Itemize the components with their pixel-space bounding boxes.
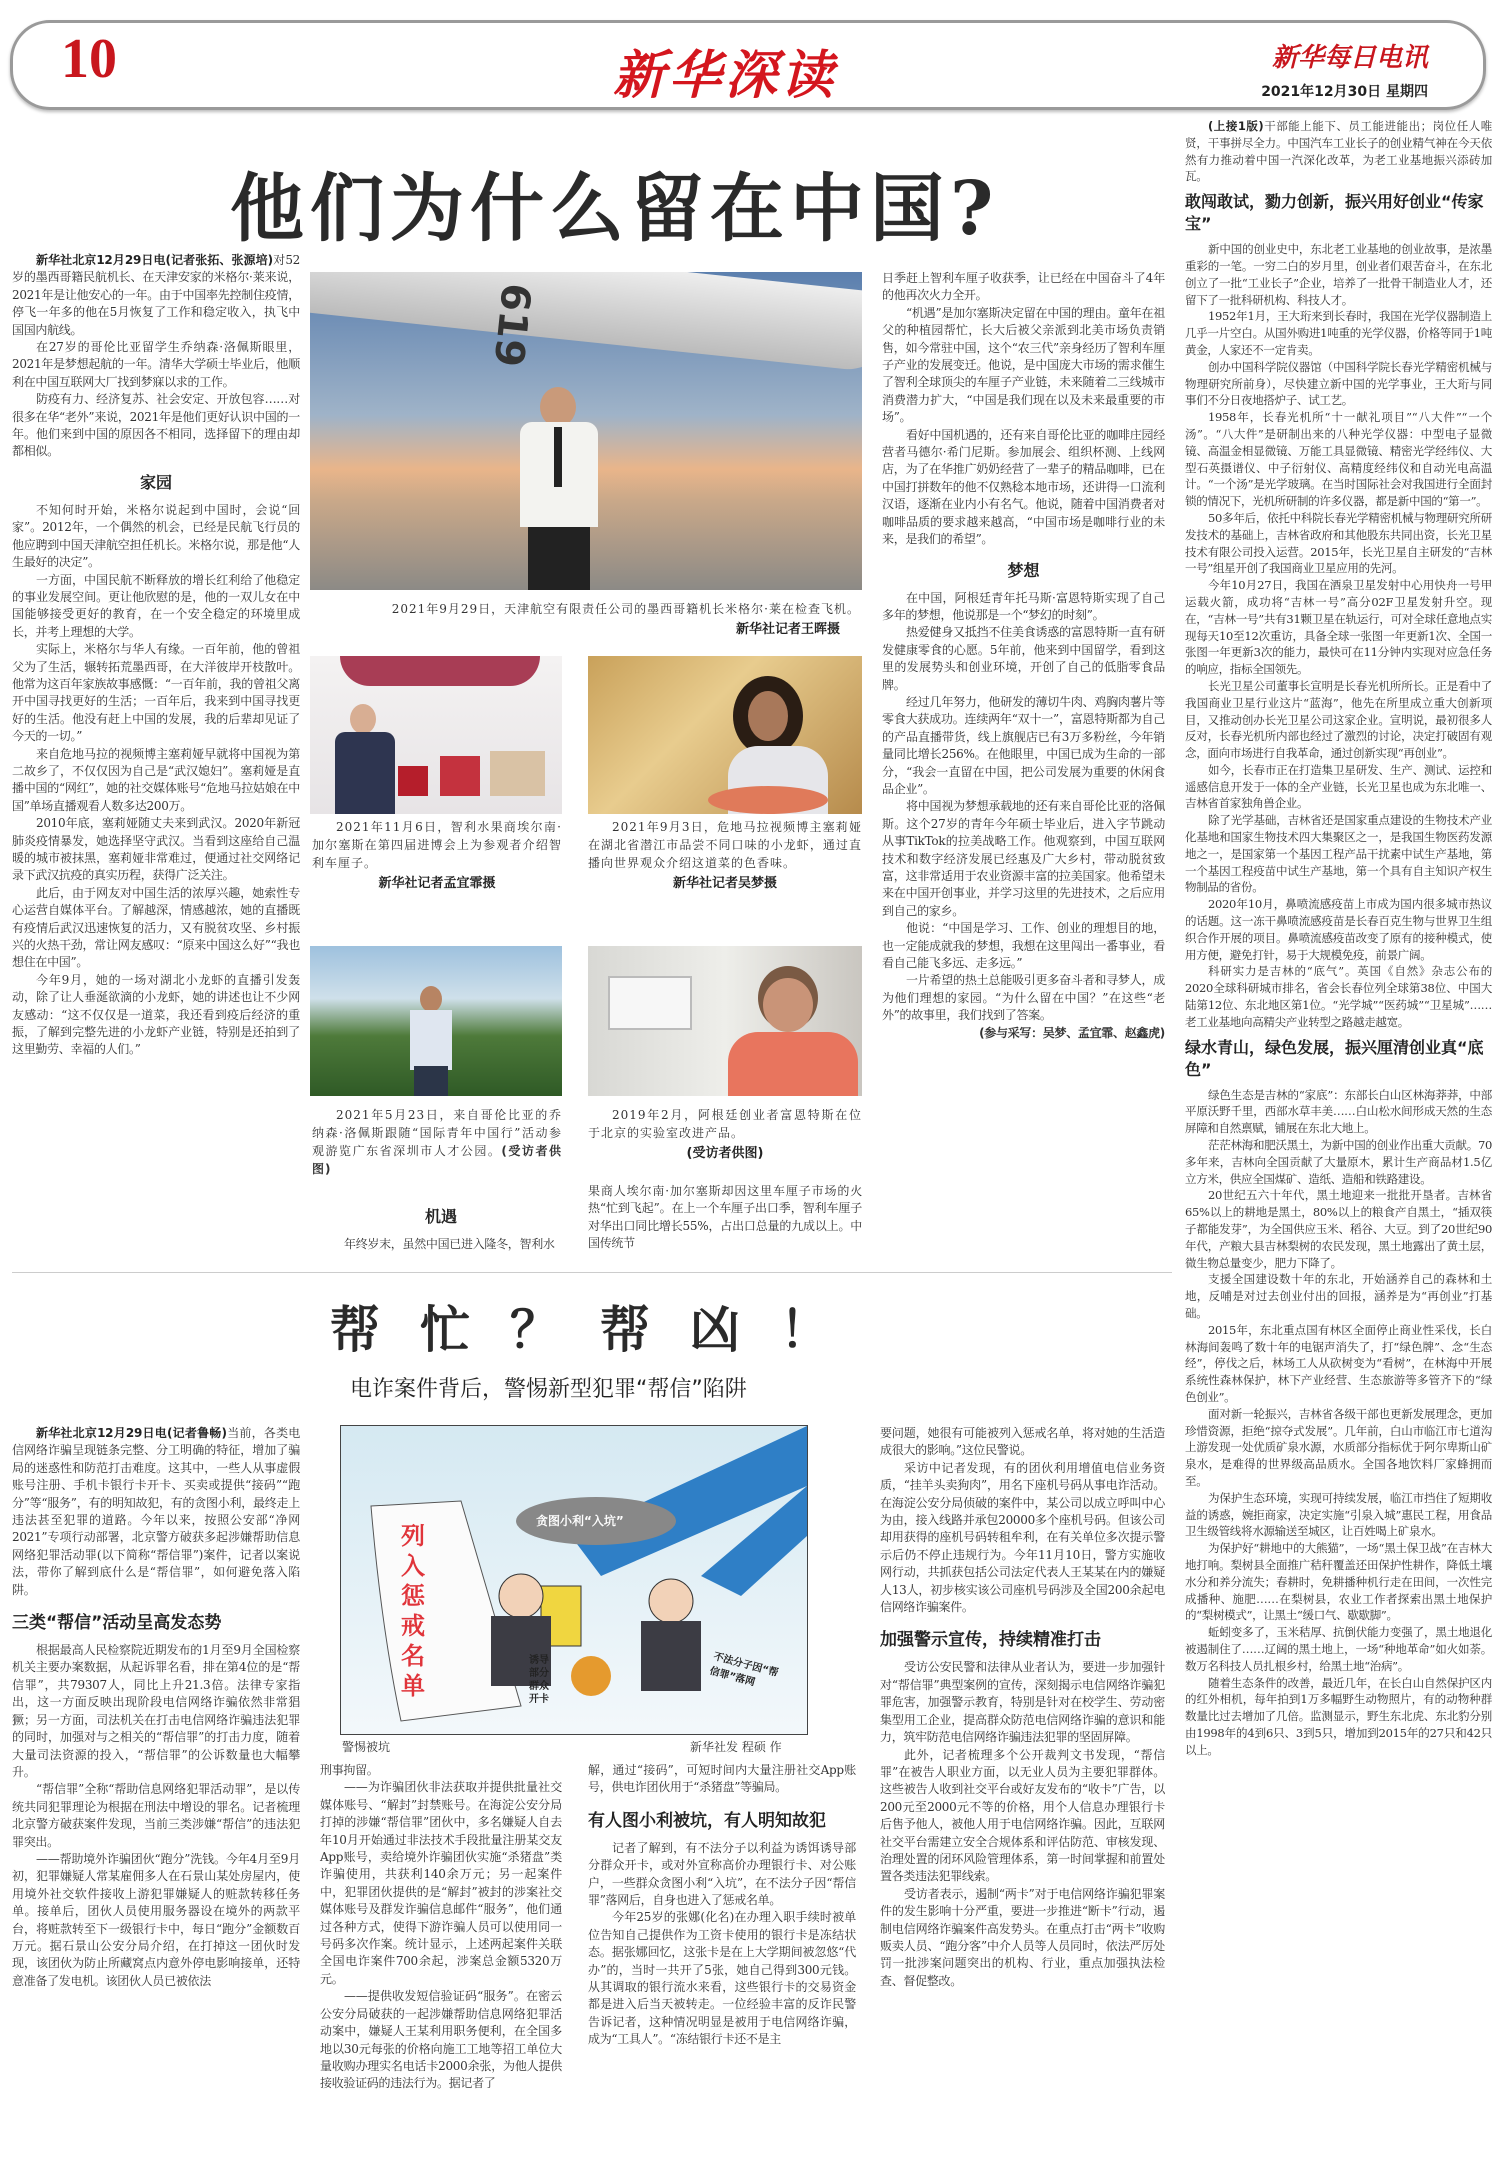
photo-credit: (受访者供图): [312, 1144, 562, 1176]
paragraph: [12, 641, 300, 745]
dateline: 新华社北京12月29日电(记者张拓、张源培): [36, 253, 273, 267]
man-left-face: [499, 1574, 543, 1618]
section-heading: 家园: [139, 472, 172, 492]
paragraph-text: 此外，记者梳理多个公开裁判文书发现，“帮信罪”在被告人职业方面，以无业人员为主要犯罪群体。这些被告人收到社交平台或好友发布的“收卡”广告，以200元至2000元不等的价格，用个人信息办理银行卡后售予他人，被他人用于电信网络诈骗。因此，互联网社交平台需建立安全合规体系和评估防范、审核发现、治理处置的闭环风险管理体系，第一时间掌握和前置处置各类违法犯罪线索。: [880, 1747, 1165, 1884]
cartoon-induce-text: 诱导部分群众开卡: [529, 1655, 549, 1705]
paragraph: [1185, 1675, 1492, 1759]
blacklist-paper: [371, 1501, 521, 1721]
paragraph: [1185, 1406, 1492, 1490]
paragraph-text: 热爱健身又抵挡不住美食诱惑的富恩特斯一直有研发健康零食的心愿。5年前，他来到中国留学，看到这里的发展势头和创业环境，开创了自己的低脂零食品牌。: [882, 625, 1165, 692]
paragraph-text: 科研实力是吉林的“底气”。英国《自然》杂志公布的2020全球科研城市排名，省会长春位列全球第38位、中国大陆第12位、东北地区第1位。“光学城”“医药城”“卫星城”……老工业基地向高精尖产业转型之路越走越宽。: [1185, 964, 1492, 1029]
article1-column-3: [882, 270, 1165, 1042]
paragraph: [12, 339, 300, 391]
paragraph: [880, 1886, 1165, 1990]
photo-talent-park-caption: [312, 1106, 562, 1178]
paragraph-text: 今年10月27日，我国在酒泉卫星发射中心用快舟一号甲运载火箭，成功将“吉林一号”高分02F卫星发射升空。现在，“吉林一号”共有31颗卫星在轨运行，可对全球任意地点实现每天10至12次重访，具备全球一张图一年更新1次、全国一张图一年更新3次的能力，最快可在11分钟内实现对应急任务的响应，指标全国领先。: [1185, 578, 1492, 677]
section-masthead: 新华深读: [613, 45, 838, 106]
paragraph: [1185, 510, 1492, 577]
paragraph-text: 经过几年努力，他研发的薄切牛肉、鸡胸肉薯片等零食大获成功。连续两年“双十一”，富恩特斯都为自己的产品直播带货，线上旗舰店已有3万多粉丝，今年销量同比增长256%。在他眼里，中国已成为生命的一部分，“我会一直留在中国，把公司发展为重要的休闲食品企业”。: [882, 694, 1165, 796]
caption-text: 2021年9月3日，危地马拉视频博主塞莉娅在湖北省潜江市品尝不同口味的小龙虾，通过直播向世界观众介绍这道菜的色香味。: [588, 820, 862, 870]
article-divider: [12, 1272, 1172, 1273]
paragraph-text: 新中国的创业史中，东北老工业基地的创业故事，是浓墨重彩的一笔。一穷二白的岁月里，创业者们艰苦奋斗，在东北创立了一批“工业长子”企业，培养了一批骨干制造业人才，还留下了一批科研机构、科技人才。: [1185, 242, 1492, 307]
article2-column-2: [320, 1762, 562, 2093]
cartoon-blacklist-label: 列入惩戒名单: [401, 1522, 425, 1700]
paragraph: [12, 746, 300, 816]
paragraph: [882, 427, 1165, 549]
paragraph: [1185, 1137, 1492, 1187]
paragraph: [1185, 359, 1492, 409]
paragraph-text: 刑事拘留。: [320, 1763, 379, 1777]
paragraph-text: 今年9月，她的一场对湖北小龙虾的直播引发轰动，除了让人垂涎欲滴的小龙虾，她的讲述也让不少网友感动：“这不仅仅是一道菜，我还看到疫后经济的重振，了解到完整先进的小龙虾产业链，特别是还拍到了这里勤劳、幸福的人们。”: [12, 972, 300, 1057]
paragraph: [882, 920, 1165, 972]
paragraph: [882, 1025, 1165, 1042]
paragraph-text: 干部能上能下、员工能进能出；岗位任人唯贤，干事拼尽全力。中国汽车工业长子的创业精气神在今天依然有力推动着中国一汽深化改革，为老工业基地振兴添砖加瓦。: [1185, 119, 1492, 184]
paragraph: [1185, 1322, 1492, 1406]
paragraph: [1185, 118, 1492, 185]
paragraph-text: 如今，长春市正在打造集卫星研发、生产、测试、运控和遥感信息开发于一体的全产业链，长光卫星也成为东北唯一、吉林省首家独角兽企业。: [1185, 762, 1492, 811]
paragraph-text: 此后，由于网友对中国生活的浓厚兴趣，她索性专心运营自媒体平台。了解越深，情感越浓，她的直播既有疫情后武汉迅速恢复的活力，又有脱贫攻坚、乡村振兴的火热干劲，常让网友感叹：“原来中国这么好”“我也想住在中国”。: [12, 885, 300, 970]
caption-text: 2019年2月，阿根廷创业者富恩特斯在位于北京的实验室改进产品。: [588, 1108, 862, 1140]
paragraph: [1185, 577, 1492, 678]
paragraph-text: 随着生态条件的改善，最近几年，在长白山自然保护区内的红外相机，每年拍到1万多幅野生动物照片，有的动物种群数量比过去增加了几倍。监测显示，野生东北虎、东北豹分别由1998年的4到6只、3到5只，增加到2015年的27只和42只以上。: [1185, 1675, 1492, 1757]
paragraph: [882, 624, 1165, 694]
caption-text: 2021年9月29日，天津航空有限责任公司的墨西哥籍机长米格尔·莱在检查飞机。: [391, 602, 860, 616]
paragraph: [1185, 762, 1492, 812]
paragraph: [12, 1781, 300, 1851]
paragraph: [882, 972, 1165, 1024]
dateline: (上接1版): [1208, 119, 1264, 133]
paragraph-text: 当前，各类电信网络诈骗呈现链条完整、分工明确的特征，增加了骗局的迷惑性和防范打击难度。这其中，一些人从事虚假账号注册、手机卡银行卡开卡、买卖或提供“接码”“跑分”等“服务”，有的明知故犯，有的贪图小利，最终走上违法甚至犯罪的道路。今年以来，按照公安部“净网2021”专项行动部署，北京警方破获多起涉嫌帮助信息网络犯罪活动罪(以下简称“帮信罪”)案件，记者以案说法，带你了解到底什么是“帮信罪”，如何避免落入陷阱。: [12, 1426, 300, 1597]
photo-cherry-merchant: [310, 656, 562, 814]
paragraph: [882, 694, 1165, 798]
paragraph-text: 在中国，阿根廷青年托马斯·富恩特斯实现了自己多年的梦想，他说那是一个“梦幻的时刻”。: [882, 590, 1165, 622]
paragraph-text: 50多年后，依托中科院长春光学精密机械与物理研究所研发技术的基础上，吉林省政府和其他股东共同出资，长光卫星技术有限公司投入运营。2015年，长光卫星自主研发的“吉林一号”组星开创了我国商业卫星应用的先河。: [1185, 510, 1492, 576]
section-heading: 敢闯敢试，勠力创新，振兴用好创业“传家宝”: [1185, 192, 1484, 234]
paragraph: [882, 590, 1165, 625]
paragraph: [1185, 241, 1492, 308]
cartoon-credit: 新华社发 程硕 作: [690, 1740, 782, 1754]
paragraph-text: 记者了解到，有不法分子以利益为诱饵诱导部分群众开卡，或对外宣称高价办理银行卡、对公账户，一些群众贪图小利“入坑”，在不法分子因“帮信罪”落网后，自身也进入了惩戒名单。: [588, 1840, 856, 1908]
paragraph-text: 除了光学基础，吉林省还是国家重点建设的生物技术产业化基地和国家生物技术四大集聚区之一，是我国生物医药发源地之一，是国家第一个基因工程产品干扰素中试生产基地，第一个基因工程疫苗中试生产基地，第一个具有自主知识产权生物制品的省份。: [1185, 813, 1492, 895]
title-char: 帮: [330, 1300, 380, 1359]
photo-pilot: 619: [310, 272, 862, 590]
paragraph-text: 长光卫星公司董事长宣明是长春光机所所长。正是看中了我国商业卫星行业这片“蓝海”，他先在所里成立重大创新项目，又推动创办长光卫星公司这家企业。宣明说，最初很多人反对，长春光机所内部也经过了激烈的讨论，决定打破固有观念，面向市场进行自我革命，通过创新实现“再创业”。: [1185, 678, 1492, 761]
paragraph: [1185, 1490, 1492, 1540]
paragraph-text: 今年25岁的张娜(化名)在办理入职手续时被单位告知自己提供作为工资卡使用的银行卡是冻结状态。据张娜回忆，这张卡是在上大学期间被忽悠“代办”的，当时一共开了5张，她自己得到300元钱。从其调取的银行流水来看，这些银行卡的交易资金都是进入后当天被转走。一位经验丰富的反诈民警告诉记者，这种情况明显是被用于电信网络诈骗，成为“工具人”。“冻结银行卡还不是主: [588, 1910, 856, 2047]
article2-column-3: [588, 1762, 856, 2049]
article2-column-1: [12, 1425, 300, 1990]
article2-subtitle: 电诈案件背后，警惕新型犯罪“帮信”陷阱: [350, 1377, 747, 1402]
paragraph: [880, 1425, 1165, 1460]
paragraph-text: 在27岁的哥伦比亚留学生乔纳森·洛佩斯眼里，2021年是梦想起航的一年。清华大学硕士毕业后，他顺利在中国互联网大厂找到梦寐以求的工作。: [12, 340, 300, 389]
photo-lab: [588, 946, 862, 1096]
title-char: ？: [510, 1300, 560, 1359]
paragraph-text: 20世纪五六十年代，黑土地迎来一批批开垦者。吉林省65%以上的耕地是黑土，80%以上的粮食产自黑土，“插双筷子都能发芽”，为全国供应玉米、稻谷、大豆。到了20世纪90年代，产粮大县吉林梨树的农民发现，黑土地露出了黄土层，微生物总量变少，肥力下降了。: [1185, 1188, 1492, 1270]
paragraph: [12, 1425, 300, 1599]
paragraph-text: “机遇”是加尔塞斯决定留在中国的理由。童年在祖父的种植园帮忙，长大后被父亲派到北美市场负责销售，如今常驻中国，这个“农三代”亲身经历了智利车厘子产业的发展变迁。他说，是中国庞大市场的需求催生了智利全球顶尖的车厘子产业链，未来随着二三线城市消费潜力扩大，“中国是我们现在以及未来最重要的市场”。: [882, 305, 1165, 425]
paragraph: [588, 1762, 856, 1797]
paragraph-text: 实际上，米格尔与华人有缘。一百年前，他的曾祖父为了生活，辗转拓荒墨西哥，在大洋彼岸开枝散叶。他常为这百年家族故事感慨：“一百年前，我的曾祖父离开中国寻找更好的生活；一百年后，我来到中国寻找更好的生活。他没有赶上中国的发展，我的后辈却见证了今天的一切。”: [12, 642, 300, 744]
paragraph-text: 面对新一轮振兴，吉林省各级干部也更新发展理念，更加珍惜资源，拒绝“掠夺式发展”。几年前，白山市临江市七道沟上游发现一处优质矿泉水源，水质部分指标优于阿尔卑斯山矿泉水，是难得的世界级高品质水。全国各地饮料厂家蜂拥而至。: [1185, 1406, 1492, 1488]
paragraph: [1185, 1087, 1492, 1137]
paragraph: [1185, 1187, 1492, 1271]
paragraph: [1185, 812, 1492, 896]
article2-title: [330, 1290, 830, 1362]
paragraph-text: 1958年，长春光机所“十一献礼项目”“八大件”“一个汤”。“八大件”是研制出来的八种光学仪器：中型电子显微镜、高温金相显微镜、万能工具显微镜、精密光学经纬仪、大型石英摄谱仪、中子衍射仪、高精度经纬仪和自动光电高温计。“一个汤”是光学玻璃。在当时国际社会对我国进行全面封锁的情况下，光机所研制的许多仪器，都是新中国的“第一”。: [1185, 410, 1492, 509]
man-right-face: [649, 1579, 693, 1623]
title-char: 忙: [420, 1300, 470, 1359]
paragraph-text: 绿色生态是吉林的“家底”：东部长白山区林海莽莽，中部平原沃野千里，西部水草丰美……白山松水间形成天然的生态屏障和自然禀赋，铺展在东北大地上。: [1185, 1087, 1492, 1136]
section-heading: 加强警示宣传，持续精准打击: [880, 1630, 1101, 1651]
paragraph: [880, 1460, 1165, 1617]
paragraph: [882, 270, 1165, 305]
paragraph-text: 一片希望的热土总能吸引更多奋斗者和寻梦人，成为他们理想的家园。“为什么留在中国？”在这些“老外”的故事里，我们找到了答案。: [882, 973, 1165, 1023]
paragraph-text: 采访中记者发现，有的团伙利用增值电信业务资质，“挂羊头卖狗肉”，用名下座机号码从事电诈活动。在海淀公安分局侦破的案件中，某公司以成立呼叫中心为由，接入线路并承包20000多个座机号码。但该公司却用获得的座机号码转租牟利，在有关单位多次提示警示后仍不停止违规行为。今年11月10日，警方实施收网行动，共抓获包括公司法定代表人王某某在内的嫌疑人13人，初步核实该公司座机号码涉及全国200余起电信网络诈骗案件。: [880, 1460, 1165, 1615]
money-bag: [571, 1656, 611, 1696]
paragraph: [12, 252, 300, 339]
photo-credit: 新华社记者孟宜霏摄: [378, 876, 496, 891]
section-heading: 有人图小利被坑，有人明知故犯: [588, 1810, 826, 1831]
photo-crayfish-caption: [588, 818, 862, 891]
opportunity-section-b: [588, 1183, 862, 1253]
paragraph-text: “帮信罪”全称“帮助信息网络犯罪活动罪”，是以传统共同犯罪理论为根据在刑法中增设的罪名。记者梳理北京警方破获案件发现，当前三类涉嫌“帮信”的违法犯罪突出。: [12, 1782, 300, 1849]
paragraph-text: 受访公安民警和法律从业者认为，要进一步加强针对“帮信罪”典型案例的宣传，深刻揭示电信网络诈骗犯罪危害，加强警示教育，特别是针对在校学生、劳动密集型用工企业，提高群众防范电信网络诈骗的意识和能力，筑牢防范电信网络诈骗违法犯罪的坚固屏障。: [880, 1660, 1165, 1745]
paragraph: [12, 572, 300, 642]
paragraph-text: 解，通过“接码”，可短时间内大量注册社交App账号，供电诈团伙用于“杀猪盘”等骗局。: [588, 1763, 856, 1795]
section-heading: 梦想: [1007, 560, 1040, 580]
title-char: 凶: [690, 1300, 740, 1359]
paragraph-text: 为保护好“耕地中的大熊猫”，一场“黑土保卫战”在吉林大地打响。梨树县全面推广秸秆覆盖还田保护性耕作，降低土壤水分和养分流失；春耕时，免耕播种机行走在田间，一次性完成播种、施肥……在梨树县，农业工作者探索出黑土地保护的“梨树模式”，让黑土“缓口气、歇歇脚”。: [1185, 1541, 1492, 1623]
photo-crayfish-vlogger: [588, 656, 862, 814]
paragraph: [882, 305, 1165, 427]
paragraph-text: 日季赶上智利车厘子收获季，让已经在中国奋斗了4年的他再次火力全开。: [882, 271, 1165, 303]
paragraph: [12, 972, 300, 1059]
paragraph-text: ——提供收发短信验证码“服务”。在密云公安分局破获的一起涉嫌帮助信息网络犯罪活动案中，嫌疑人王某利用职务便利，在全国多地以30元每张的价格向施工工地等招工单位大量收购办理实名电话卡2000余张，为他人提供接收验证码的违法行为。据记者了: [320, 1989, 562, 2091]
newspaper-logo: 新华每日电讯: [1271, 43, 1428, 73]
paragraph: [1185, 1624, 1492, 1674]
cartoon-illustration: [340, 1425, 808, 1735]
caption-text: [312, 1106, 562, 1178]
photo-credit: 新华社记者王晖摄: [735, 622, 840, 637]
paragraph: [880, 1659, 1165, 1746]
issue-date: 2021年12月30日 星期四: [1261, 84, 1428, 100]
section-heading: 绿水青山，绿色发展，振兴厘清创业真“底色”: [1185, 1037, 1484, 1079]
paragraph-text: 根据最高人民检察院近期发布的1月至9月全国检察机关主要办案数据，从起诉罪名看，排在第4位的是“帮信罪”，共79307人，同比上升21.3倍。法律专家指出，这一方面反映出现阶段电信网络诈骗依然非常猖獗；另一方面，司法机关在打击电信网络诈骗违法犯罪的同时，加强对与之相关的“帮信罪”的打击力度，随着大量司法资源的投入，“帮信罪”的公诉数量也大幅攀升。: [12, 1643, 300, 1779]
paragraph-text: ——为诈骗团伙非法获取并提供批量社交媒体账号、“解封”封禁账号。在海淀公安分局打掉的涉嫌“帮信罪”团伙中，多名嫌疑人自去年10月开始通过非法技术手段批量注册某交友App账号，卖给境外诈骗团伙实施“杀猪盘”类诈骗使用，共获利140余万元；另一起案件中，犯罪团伙提供的是“解封”被封的涉案社交媒体账号及群发诈骗信息邮件“服务”，他们通过各种方式，使得下游诈骗人员可以使用同一号码多次作案。统计显示，上述两起案件关联全国电诈案件700余起，涉案总金额5320万元。: [320, 1780, 562, 1986]
paragraph: [12, 885, 300, 972]
paragraph-text: 支援全国建设数十年的东北，开始涵养自己的森林和土地，反哺是对过去创业付出的回报，涵养是为“再创业”打基础。: [1185, 1272, 1492, 1320]
paragraph-text: 2015年，东北重点国有林区全面停止商业性采伐，长白林海间轰鸣了数十年的电锯声消失了，打“绿色牌”、念“生态经”，停伐之后，林场工人从砍树变为“看树”，在林海中开展系统性森林保护，林下产业经营、生态旅游等多管齐下的“绿色创业”。: [1185, 1322, 1492, 1404]
paragraph: [1185, 896, 1492, 963]
paragraph-text: 2010年底，塞莉娅随丈夫来到武汉。2020年新冠肺炎疫情暴发，她选择坚守武汉。当看到这座给自己温暖的城市被抹黑，塞莉娅非常难过，便通过社交网络记录下武汉抗疫的真实历程，获得广泛关注。: [12, 816, 300, 883]
paragraph-text: 防疫有力、经济复苏、社会安定、开放包容……对很多在华“老外”来说，2021年是他们更好认识中国的一年。他们来到中国的原因各不相同，选择留下的理由却都相似。: [12, 392, 300, 459]
paragraph: [12, 815, 300, 885]
cartoon-caught-text: 不法分子因“帮信罪”落网: [708, 1651, 780, 1689]
photo-cherry-caption: [312, 818, 562, 891]
photo-lab-caption: [588, 1106, 862, 1161]
paragraph: [320, 1779, 562, 1988]
photo-talent-park: [310, 946, 562, 1096]
paragraph: [12, 391, 300, 461]
paragraph: [320, 1762, 562, 1779]
paragraph: [1185, 1271, 1492, 1321]
opportunity-section-a: [320, 1195, 562, 1253]
paragraph-text: 他说：“中国是学习、工作、创业的理想目的地，也一定能成就我的梦想，我想在这里闯出一番事业，看看自己能飞多远、走多远。”: [882, 921, 1165, 971]
caption-text: 2021年11月6日，智利水果商埃尔南·加尔塞斯在第四届进博会上为参观者介绍智利车厘子。: [312, 820, 562, 870]
photo-credit: 新华社记者吴梦摄: [672, 876, 777, 891]
section-heading: 三类“帮信”活动呈高发态势: [12, 1613, 222, 1634]
paragraph-text: 一方面，中国民航不断释放的增长红利给了他稳定的事业发展空间。更让他欣慰的是，他的一双儿女在中国能够接受更好的教育，在一个安全稳定的环境里成长，并考上理想的大学。: [12, 572, 300, 639]
paragraph-text: (参与采写：吴梦、孟宜霏、赵鑫虎): [979, 1025, 1165, 1040]
paragraph: [1185, 308, 1492, 358]
section-heading-opportunity: 机遇: [424, 1207, 457, 1226]
paragraph: [588, 1909, 856, 2048]
paragraph-text: 蚯蚓变多了，玉米秸厚、抗倒伏能力变强了，黑土地退化被遏制住了……辽阔的黑土地上，一场“种地革命”如火如荼。数万名科技人员扎根乡村，给黑土地“治病”。: [1185, 1625, 1492, 1673]
paragraph: [12, 502, 300, 572]
cartoon-bubble-text: 贪图小利“入坑”: [536, 1514, 624, 1528]
article2-column-4: [880, 1425, 1165, 1990]
paragraph-text: 创办中国科学院仪器馆（中国科学院长春光学精密机械与物理研究所前身），尽快建立新中国的光学事业，王大珩与同事们不分日夜地搭炉子、试工艺。: [1185, 359, 1492, 408]
paragraph: [320, 1988, 562, 2092]
article1-column-1: [12, 252, 300, 1059]
paragraph-text: 茫茫林海和肥沃黑土，为新中国的创业作出重大贡献。70多年来，吉林向全国贡献了大量原木，累计生产商品材1.5亿立方米，供应全国煤矿、造纸、造船和铁路建设。: [1185, 1138, 1492, 1186]
paragraph-text: 来自危地马拉的视频博主塞莉娅早就将中国视为第二故乡了，不仅仅因为自己是“武汉媳妇”。塞莉娅是直播中国的“网红”，她的社交媒体账号“危地马拉姑娘在中国”单场直播观看人数多达200万。: [12, 746, 300, 813]
paragraph-text: 受访者表示，遏制“两卡”对于电信网络诈骗犯罪案件的发生影响十分严重，要进一步推进“断卡”行动，遏制电信网络诈骗案件高发势头。在重点打击“两卡”收购贩卖人员、“跑分客”中介人员等人员同时，依法严厉处罚一批涉案问题突出的机构、行业，重点加强执法检查、督促整改。: [880, 1886, 1165, 1988]
page-number: 10: [61, 28, 117, 90]
title-char: 帮: [600, 1300, 650, 1359]
paragraph-text: 看好中国机遇的，还有来自哥伦比亚的咖啡庄园经营者马德尔·希门尼斯。参加展会、组织杯测、上线网店，为了在华推广奶奶经营了一辈子的精品咖啡，已在中国打拼数年的他不仅熟稔本地市场，还讲得一口流利汉语，逐渐在业内小有名气。他说，随着中国消费者对咖啡品质的要求越来越高，“中国市场是咖啡行业的未来，是我们的希望”。: [882, 427, 1165, 547]
paragraph: [588, 1840, 856, 1910]
man-right-body: [641, 1621, 701, 1691]
paragraph: [12, 1642, 300, 1781]
dateline: 新华社北京12月29日电(记者鲁畅): [36, 1426, 227, 1440]
paragraph: [1185, 1540, 1492, 1624]
paragraph-text: 为保护生态环境，实现可持续发展，临江市挡住了短期收益的诱惑，婉拒商家，决定实施“引泉入城”惠民工程，用食品卫生级管线将水源输送至城区，让百姓喝上矿泉水。: [1185, 1490, 1492, 1539]
article1-title: 他们为什么留在中国?: [230, 166, 1000, 252]
paragraph: [882, 798, 1165, 920]
paragraph: [1185, 963, 1492, 1030]
title-char: ！: [780, 1300, 830, 1359]
paragraph: [1185, 678, 1492, 762]
photo-pilot-caption: [330, 600, 860, 637]
page-header: [10, 20, 1486, 110]
paragraph-text: ——帮助境外诈骗团伙“跑分”洗钱。今年4月至9月初，犯罪嫌疑人常某雇佣多人在石景山某处房屋内，使用境外社交软件接收上游犯罪嫌疑人的赃款转移任务单。接单后，团伙人员使用服务器设在境外的两款平台，将赃款转至下一级银行卡中，每日“跑分”金额数百万元。据石景山公安分局介绍，在打掉这一团伙时发现，该团伙为防止所藏窝点内意外停电影响接单，还特意准备了发电机。该团伙人员已被依法: [12, 1851, 300, 1988]
paragraph-text: 要问题，她很有可能被列入惩戒名单，将对她的生活造成很大的影响。”这位民警说。: [880, 1426, 1165, 1458]
paragraph-text: 将中国视为梦想承载地的还有来自哥伦比亚的洛佩斯。这个27岁的青年今年硕士毕业后，进入字节跳动从事TikTok的拉美战略工作。他观察到，中国互联网技术和数字经济发展已经惠及广大乡村，带动脱贫致富，这非常适用于农业资源丰富的拉美国家。他希望未来在中国开创事业，并学习这里的先进技术，之后应用到自己的家乡。: [882, 799, 1165, 918]
right-column-jilin-article: [1185, 118, 1492, 1759]
paragraph: [1185, 409, 1492, 510]
paragraph-text: 1952年1月，王大珩来到长春时，我国在光学仪器制造上几乎一片空白。从国外购进1吨重的光学仪器，价格等同于1吨黄金，人家还不一定肯卖。: [1185, 309, 1492, 357]
paragraph: [12, 1851, 300, 1990]
paragraph-text: 2020年10月，鼻喷流感疫苗上市成为国内很多城市热议的话题。这一冻干鼻喷流感疫苗是长春百克生物与世界卫生组织合作开展的项目。鼻喷流感疫苗改变了原有的接种模式，使用方便，避免打针，易于大规模免疫，前景广阔。: [1185, 897, 1492, 962]
paragraph: 年终岁末，虽然中国已进入隆冬，智利水: [344, 1237, 555, 1251]
paragraph: 果商人埃尔南·加尔塞斯却因这里车厘子市场的火热“忙到飞起”。在上一个车厘子出口季，智利车厘子对华出口同比增长55%，占出口总量的九成以上。中国传统节: [588, 1184, 862, 1251]
paragraph-text: 不知何时开始，米格尔说起到中国时，会说“回家”。2012年，一个偶然的机会，已经是民航飞行员的他应聘到中国天津航空担任机长。米格尔说，那是他“人生最好的决定”。: [12, 502, 300, 570]
caption-body: 2021年5月23日，来自哥伦比亚的乔纳森·洛佩斯跟随“国际青年中国行”活动参观游览广东省深圳市人才公园。: [312, 1108, 562, 1158]
cartoon-caption: 警惕被坑: [342, 1740, 391, 1754]
paragraph: [880, 1747, 1165, 1886]
paragraph-text: 对52岁的墨西哥籍民航机长、在天津安家的米格尔·莱来说，2021年是让他安心的一年。由于中国率先控制住疫情，停飞一年多的他在5月恢复了工作和稳定收入，执飞中国国内航线。: [12, 253, 300, 337]
photo-credit: (受访者供图): [686, 1146, 764, 1161]
